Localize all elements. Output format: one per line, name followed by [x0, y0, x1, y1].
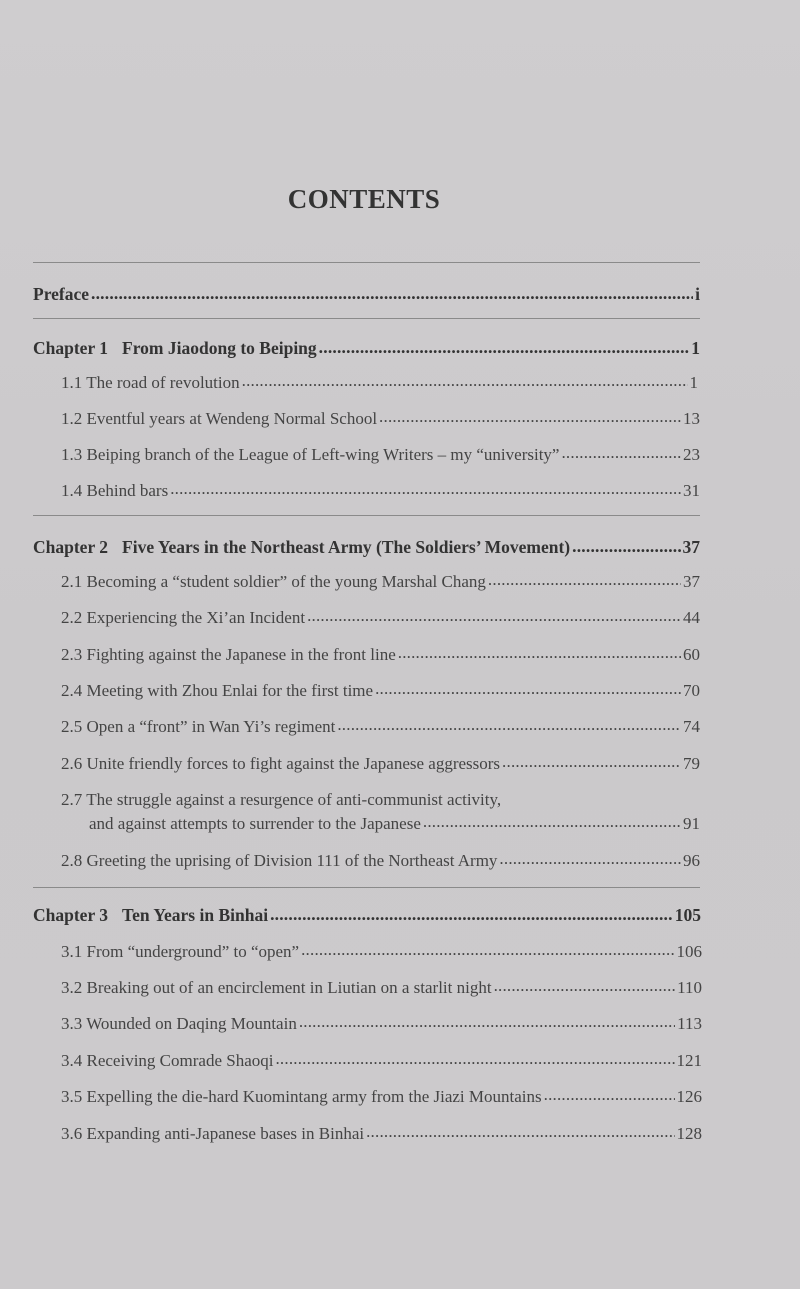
- toc-entry-label: 1.4 Behind bars: [61, 481, 169, 500]
- chapter-number: Chapter 1: [33, 338, 109, 358]
- leader-dots: [488, 573, 681, 587]
- toc-entry-3-5[interactable]: [61, 1086, 702, 1108]
- toc-entry-3-6[interactable]: [61, 1123, 702, 1145]
- leader-dots: [494, 979, 676, 993]
- toc-entry-page: 113: [677, 1014, 702, 1033]
- toc-entry-label: 3.3 Wounded on Daqing Mountain: [61, 1014, 297, 1033]
- toc-entry-page: 44: [683, 608, 700, 627]
- toc-entry-label: Five Years in the Northeast Army (The Soldiers’ Movement): [122, 537, 571, 557]
- toc-entry-1-3[interactable]: [61, 444, 700, 466]
- toc-entry-2-4[interactable]: [61, 680, 700, 702]
- toc-entry-page: 23: [683, 445, 700, 464]
- toc-entry-3-4[interactable]: [61, 1050, 702, 1072]
- toc-entry-2-7-line-2[interactable]: [89, 813, 700, 835]
- leader-dots: [366, 1125, 674, 1139]
- toc-entry-page: 105: [674, 905, 701, 925]
- toc-entry-label: 3.1 From “underground” to “open”: [61, 942, 300, 961]
- leader-dots: [561, 446, 681, 460]
- toc-entry-label: From Jiaodong to Beiping: [122, 338, 317, 358]
- toc-entry-page: 126: [676, 1087, 702, 1106]
- toc-entry-page: 37: [683, 572, 700, 591]
- toc-entry-label: 1.1 The road of revolution: [61, 373, 240, 392]
- toc-entry-2-2[interactable]: [61, 607, 700, 629]
- toc-entry-page: 91: [683, 814, 700, 833]
- toc-entry-label: Ten Years in Binhai: [122, 905, 269, 925]
- toc-entry-1-1[interactable]: [61, 372, 698, 394]
- toc-entry-label: 3.4 Receiving Comrade Shaoqi: [61, 1051, 274, 1070]
- chapter-2-rule: [33, 515, 700, 516]
- toc-entry-label: 2.1 Becoming a “student soldier” of the young Marshal Chang: [61, 572, 486, 591]
- toc-entry-label: 3.6 Expanding anti-Japanese bases in Binhai: [61, 1124, 365, 1143]
- toc-entry-3-3[interactable]: [61, 1013, 702, 1035]
- toc-entry-3-2[interactable]: [61, 977, 702, 999]
- toc-entry-page: 96: [683, 851, 700, 870]
- toc-entry-1-4[interactable]: [61, 480, 700, 502]
- toc-entry-label: 2.5 Open a “front” in Wan Yi’s regiment: [61, 717, 336, 736]
- chapter-number: Chapter 2: [33, 537, 109, 557]
- toc-entry-page: 110: [677, 978, 702, 997]
- toc-entry-label: Preface: [33, 284, 90, 304]
- toc-entry-2-1[interactable]: [61, 571, 700, 593]
- toc-entry-page: 106: [676, 942, 702, 961]
- toc-entry-2-8[interactable]: [61, 850, 700, 872]
- leader-dots: [307, 609, 681, 623]
- toc-entry-label: 3.2 Breaking out of an encirclement in Liutian on a starlit night: [61, 978, 492, 997]
- toc-entry-2-7-line-1[interactable]: [61, 789, 700, 811]
- toc-entry-page: 121: [676, 1051, 702, 1070]
- toc-entry-2-6[interactable]: [61, 753, 700, 775]
- leader-dots: [499, 852, 681, 866]
- leader-dots: [275, 1052, 674, 1066]
- toc-entry-page: 37: [682, 537, 700, 557]
- toc-entry-label: 1.3 Beiping branch of the League of Left-wing Writers – my “university”: [61, 445, 560, 464]
- toc-entry-label: 2.3 Fighting against the Japanese in the front line: [61, 645, 396, 664]
- leader-dots: [91, 286, 693, 300]
- toc-entry-page: 1: [689, 373, 698, 392]
- leader-dots: [242, 374, 688, 388]
- toc-entry-page: 128: [676, 1124, 702, 1143]
- toc-entry-label: 1.2 Eventful years at Wendeng Normal School: [61, 409, 378, 428]
- leader-dots: [379, 410, 681, 424]
- leader-dots: [375, 682, 681, 696]
- toc-entry-label: 2.6 Unite friendly forces to fight against the Japanese aggressors: [61, 754, 501, 773]
- toc-entry-preface[interactable]: [33, 283, 700, 305]
- leader-dots: [319, 340, 690, 354]
- chapter-3-rule: [33, 887, 700, 888]
- leader-dots: [270, 907, 673, 921]
- leader-dots: [299, 1015, 675, 1029]
- toc-entry-page: 13: [683, 409, 700, 428]
- toc-entry-label: 2.8 Greeting the uprising of Division 111 of the Northeast Army: [61, 851, 498, 870]
- toc-entry-2-3[interactable]: [61, 644, 700, 666]
- toc-entry-page: 79: [683, 754, 700, 773]
- leader-dots: [544, 1088, 675, 1102]
- toc-entry-label: 2.7 The struggle against a resurgence of anti-communist activity,: [61, 790, 502, 809]
- toc-entry-chapter-3[interactable]: [33, 904, 701, 926]
- leader-dots: [337, 718, 681, 732]
- toc-entry-chapter-2[interactable]: [33, 536, 700, 558]
- chapter-1-rule: [33, 318, 700, 319]
- toc-entry-page: 74: [683, 717, 700, 736]
- toc-entry-3-1[interactable]: [61, 941, 702, 963]
- toc-entry-label-continued: and against attempts to surrender to the Japanese: [89, 814, 421, 833]
- chapter-number: Chapter 3: [33, 905, 109, 925]
- toc-entry-label: 3.5 Expelling the die-hard Kuomintang army from the Jiazi Mountains: [61, 1087, 542, 1106]
- leader-dots: [301, 943, 674, 957]
- leader-dots: [170, 482, 681, 496]
- toc-entry-page: 60: [683, 645, 700, 664]
- toc-entry-1-2[interactable]: [61, 408, 700, 430]
- leader-dots: [398, 646, 681, 660]
- top-rule: [33, 262, 700, 263]
- toc-entry-page: 31: [683, 481, 700, 500]
- leader-dots: [502, 755, 681, 769]
- leader-dots: [423, 815, 681, 829]
- toc-entry-page: 1: [691, 338, 700, 358]
- toc-entry-label: 2.2 Experiencing the Xi’an Incident: [61, 608, 306, 627]
- toc-entry-page: 70: [683, 681, 700, 700]
- toc-entry-2-5[interactable]: [61, 716, 700, 738]
- page-title: CONTENTS: [287, 184, 441, 214]
- toc-entry-chapter-1[interactable]: [33, 337, 700, 359]
- toc-entry-label: 2.4 Meeting with Zhou Enlai for the first time: [61, 681, 374, 700]
- toc-entry-page: i: [695, 284, 700, 304]
- leader-dots: [572, 539, 680, 553]
